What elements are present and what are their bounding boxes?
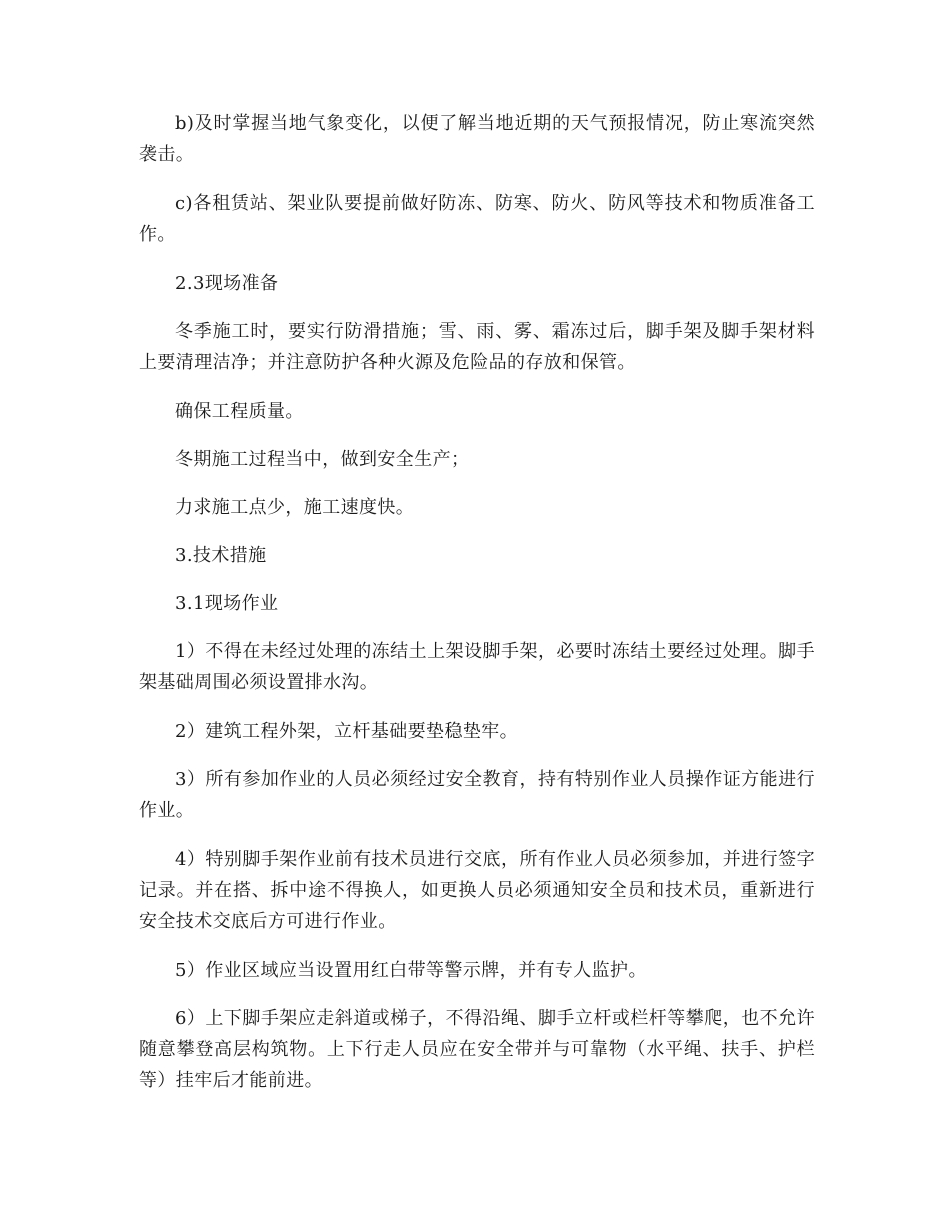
paragraph-quality: 确保工程质量。 bbox=[175, 401, 304, 422]
paragraph-weather-monitoring: b)及时掌握当地气象变化，以便了解当地近期的天气预报情况，防止寒流突然袭击。 bbox=[139, 113, 815, 165]
list-item-1: 1）不得在未经过处理的冻结土上架设脚手架，必要时冻结土要经过处理。脚手架基础周围必须设置排水沟。 bbox=[139, 641, 815, 693]
paragraph-safety-production: 冬期施工过程当中，做到安全生产； bbox=[175, 449, 470, 470]
list-item-5: 5）作业区域应当设置用红白带等警示牌，并有专人监护。 bbox=[175, 960, 647, 981]
section-heading-3-1: 3.1现场作业 bbox=[175, 593, 279, 614]
document-body bbox=[139, 108, 815, 1114]
paragraph-material-preparation: c)各租赁站、架业队要提前做好防冻、防寒、防火、防风等技术和物质准备工作。 bbox=[139, 193, 815, 245]
section-heading-3: 3.技术措施 bbox=[175, 545, 267, 566]
list-item-4: 4）特别脚手架作业前有技术员进行交底，所有作业人员必须参加，并进行签字记录。并在搭、拆中途不得换人，如更换人员必须通知安全员和技术员，重新进行安全技术交底后方可进行作业。 bbox=[139, 849, 815, 932]
paragraph-anti-slip-measures: 冬季施工时，要实行防滑措施；雪、雨、雾、霜冻过后，脚手架及脚手架材料上要清理洁净；并注意防护各种火源及危险品的存放和保管。 bbox=[139, 321, 815, 373]
section-heading-2-3: 2.3现场准备 bbox=[175, 273, 279, 294]
list-item-2: 2）建筑工程外架，立杆基础要垫稳垫牢。 bbox=[175, 721, 519, 742]
list-item-3: 3）所有参加作业的人员必须经过安全教育，持有特别作业人员操作证方能进行作业。 bbox=[139, 769, 815, 821]
paragraph-speed: 力求施工点少，施工速度快。 bbox=[175, 497, 415, 518]
list-item-6: 6）上下脚手架应走斜道或梯子，不得沿绳、脚手立杆或栏杆等攀爬，也不允许随意攀登高层构筑物。上下行走人员应在安全带并与可靠物（水平绳、扶手、护栏等）挂牢后才能前进。 bbox=[139, 1008, 815, 1091]
